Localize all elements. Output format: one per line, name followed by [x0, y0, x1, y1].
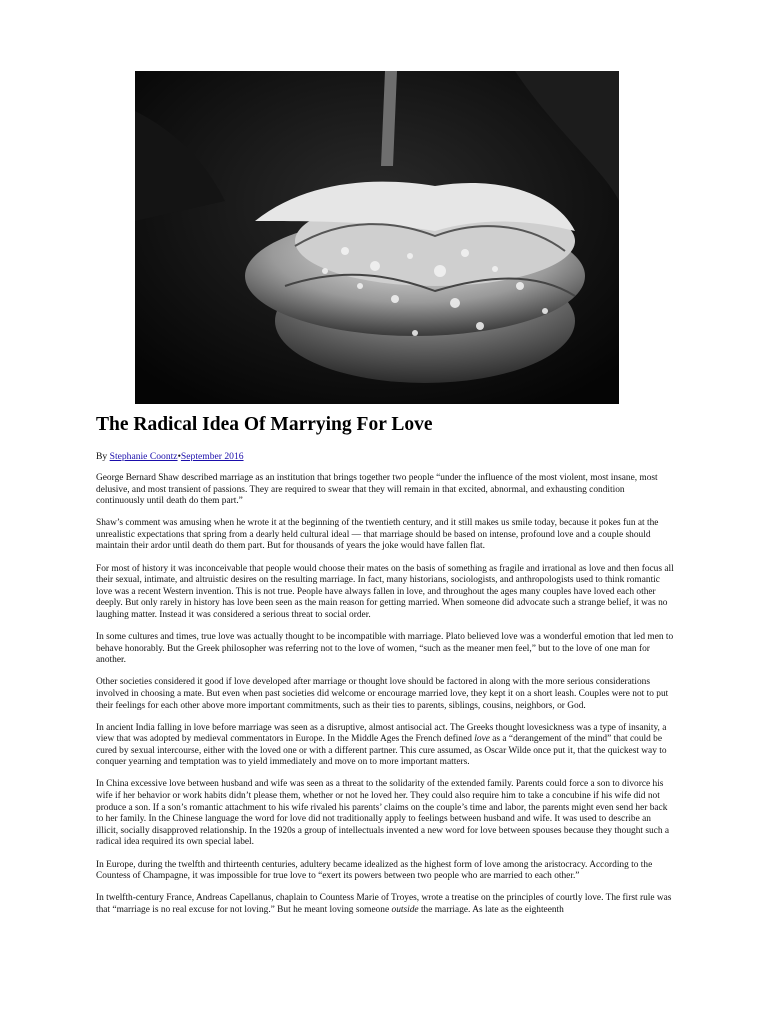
paragraph-text: In some cultures and times, true love was actually thought to be incompatible with marriage. Plato believed love was a wonderful emotion that led men to behave honorably. But the Greek philosopher was referring not to the love of women, “such as the meaner men feel,” but to the love of one man for another.	[96, 632, 674, 666]
paragraph-text: In China excessive love between husband and wife was seen as a threat to the solidarity of the extended family. Parents could force a son to divorce his wife if her behavior or work habits didn’t please them, whether or not he loved her. They could also require him to take a concubine if his wife did not produce a son. If a son’s romantic attachment to his wife rivaled his parents’ claims on the couple’s time and labor, the parents might even send her back to her family. In the Chinese language the word for love did not traditionally apply to feelings between husband and wife. It was used to describe an illicit, socially disapproved relationship. In the 1920s a group of intellectuals invented a new word for love between spouses because they thought such a radical idea required its own special label.	[96, 779, 670, 848]
article-title: The Radical Idea Of Marrying For Love	[96, 414, 433, 435]
paragraph-2	[96, 518, 674, 553]
emphasis-text: love	[474, 734, 490, 745]
paragraph-text: In Europe, during the twelfth and thirteenth centuries, adultery became idealized as the highest form of love among the aristocracy. According to the Countess of Champagne, it was impossible for true love to “exert its powers between two people who are married to each other.”	[96, 859, 653, 882]
byline-separator: •	[177, 451, 181, 462]
paragraph-text: George Bernard Shaw described marriage as an institution that brings together two people “under the influence of the most violent, most insane, most delusive, and most transient of passions. They are required to swear that they will remain in that excited, abnormal, and exhausting condition continuously until death do them part.”	[96, 473, 658, 507]
paragraph-8	[96, 860, 674, 883]
byline	[96, 451, 696, 463]
byline-prefix: By	[96, 451, 110, 462]
paragraph-9	[96, 893, 674, 916]
paragraph-text: In ancient India falling in love before marriage was seen as a disruptive, almost antisocial act. The Greeks thought lovesickness was a type of insanity, a view that was adopted by medieval commentators in Europe. In the Middle Ages the French defined	[96, 722, 667, 745]
date-link[interactable]: September 2016	[180, 451, 244, 462]
flower-photo	[135, 71, 619, 404]
paragraph-text: the marriage. As late as the eighteenth	[418, 904, 564, 915]
paragraph-text: Other societies considered it good if love developed after marriage or thought love should be factored in along with the more serious considerations involved in choosing a mate. But even when past societies did welcome or encourage married love, they kept it on a short leash. Couples were not to put their feelings for each other above more important commitments, such as their ties to parents, siblings, cousins, neighbors, or God.	[96, 677, 669, 711]
paragraph-6	[96, 723, 674, 769]
paragraph-7	[96, 779, 674, 849]
paragraph-1	[96, 473, 674, 508]
paragraph-text: Shaw’s comment was amusing when he wrote it at the beginning of the twentieth century, and it still makes us smile today, because it pokes fun at the unrealistic expectations that spring from a dearly held cultural ideal — that marriage should be based on intense, profound love and a couple should maintain their ardor until death do them part. But for thousands of years the joke would have fallen flat.	[96, 518, 659, 552]
paragraph-4	[96, 632, 674, 667]
author-link[interactable]: Stephanie Coontz	[109, 451, 178, 462]
paragraph-text: In twelfth-century France, Andreas Capellanus, chaplain to Countess Marie of Troyes, wrote a treatise on the principles of courtly love. The first rule was that “marriage is no real excuse for not loving.” But he meant loving someone	[96, 893, 672, 915]
article-body	[96, 473, 674, 927]
paragraph-text: For most of history it was inconceivable that people would choose their mates on the basis of something as fragile and irrational as love and then focus all their sexual, intimate, and altruistic desires on the resulting marriage. In fact, many historians, sociologists, and anthropologists used to think romantic love was a recent Western invention. This is not true. People have always fallen in love, and throughout the ages many couples have loved each other deeply. But only rarely in history has love been seen as the main reason for getting married. When someone did advocate such a strange belief, it was no laughing matter. Instead it was considered a serious threat to social order.	[96, 563, 674, 620]
hero-image	[135, 71, 619, 404]
paragraph-text: as a “derangement of the mind” that could be cured by sexual intercourse, either with the loved one or with a different partner. This cure assumed, as Oscar Wilde once put it, that the quickest way to conquer yearning and temptation was to yield immediately and move on to more important matters.	[96, 734, 667, 768]
paragraph-3	[96, 564, 674, 622]
emphasis-text: outside	[391, 904, 419, 915]
paragraph-5	[96, 677, 674, 712]
